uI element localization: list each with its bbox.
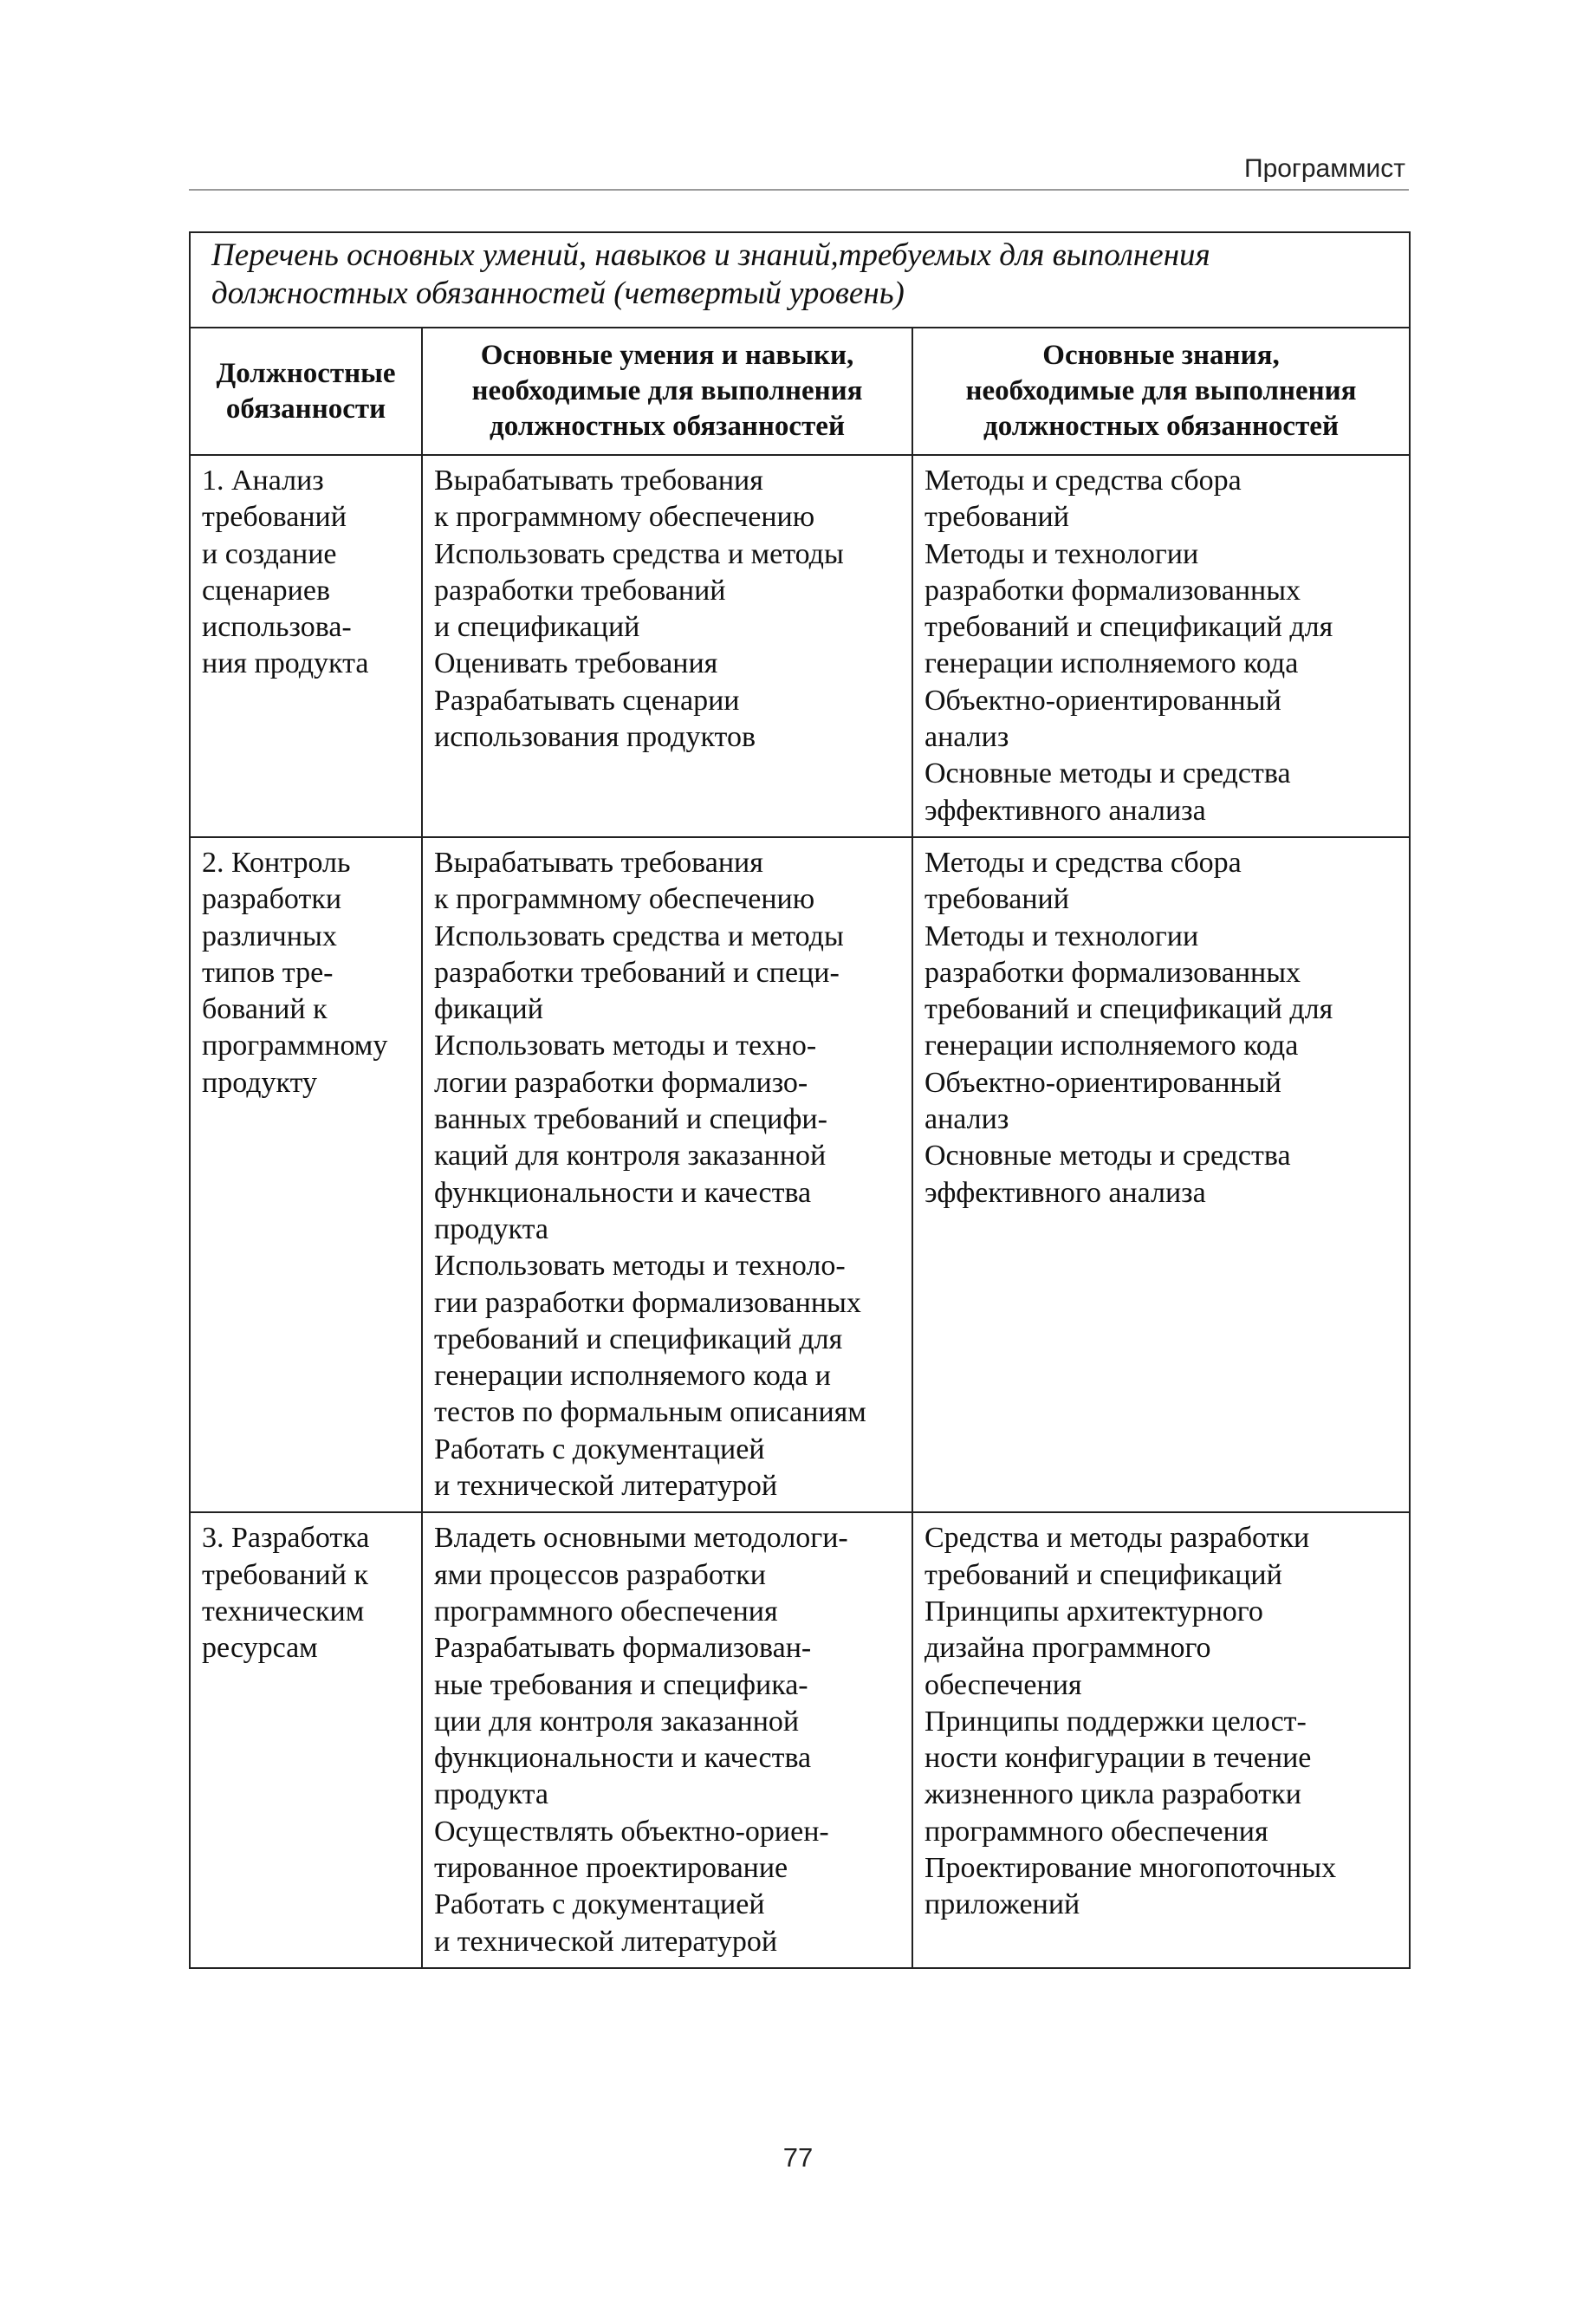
knowledge-line: программного обеспечения: [925, 1815, 1268, 1848]
duty-line: использова-: [202, 611, 352, 644]
duty-cell: [190, 1512, 422, 1968]
skills-line: и спецификаций: [434, 611, 640, 644]
skills-line: разработки требований и специ-: [434, 956, 840, 989]
column-header-line: необходимые для выполнения: [471, 375, 863, 406]
knowledge-line: требований и спецификаций: [925, 1558, 1282, 1591]
skills-line: продукта: [434, 1212, 548, 1245]
knowledge-line: Основные методы и средства: [925, 757, 1291, 790]
knowledge-line: дизайна программного: [925, 1632, 1211, 1665]
skills-line: и технической литературой: [434, 1470, 778, 1503]
knowledge-line: анализ: [925, 721, 1009, 754]
knowledge-line: ности конфигурации в течение: [925, 1742, 1312, 1775]
knowledge-line: требований: [925, 501, 1069, 534]
knowledge-line: Объектно-ориентированный: [925, 684, 1281, 717]
skills-line: Осуществлять объектно-ориен-: [434, 1815, 829, 1848]
skills-line: ные требования и специфика-: [434, 1668, 808, 1701]
duty-line: требований к: [202, 1558, 368, 1591]
knowledge-line: Объектно-ориентированный: [925, 1066, 1281, 1099]
table-row: [190, 455, 1410, 837]
skills-line: продукта: [434, 1778, 548, 1811]
knowledge-cell: [912, 837, 1410, 1512]
skills-line: тестов по формальным описаниям: [434, 1396, 866, 1429]
column-header-line: должностных обязанностей: [490, 411, 845, 442]
duty-line: 3. Разработка: [202, 1522, 370, 1555]
knowledge-cell: [912, 455, 1410, 837]
skills-line: тированное проектирование: [434, 1851, 788, 1884]
skills-cell: [422, 1512, 912, 1968]
skills-line: использования продуктов: [434, 721, 756, 754]
knowledge-line: эффективного анализа: [925, 794, 1206, 827]
column-header-line: необходимые для выполнения: [965, 375, 1357, 406]
knowledge-line: Принципы поддержки целост-: [925, 1705, 1307, 1738]
duty-line: требований: [202, 501, 347, 534]
running-header: [189, 149, 1409, 191]
skills-line: Разрабатывать сценарии: [434, 684, 740, 717]
knowledge-line: генерации исполняемого кода: [925, 647, 1299, 680]
knowledge-line: требований: [925, 883, 1069, 916]
skills-line: логии разработки формализо-: [434, 1066, 808, 1099]
skills-line: Вырабатывать требования: [434, 846, 763, 879]
knowledge-line: требований и спецификаций для: [925, 611, 1333, 644]
column-header-line: должностных обязанностей: [983, 411, 1339, 442]
skills-line: Разрабатывать формализован-: [434, 1632, 812, 1665]
knowledge-line: Методы и технологии: [925, 919, 1199, 952]
knowledge-line: Проектирование многопоточных: [925, 1851, 1337, 1884]
duty-line: ния продукта: [202, 647, 369, 680]
duty-line: техническим: [202, 1595, 365, 1628]
duty-line: ресурсам: [202, 1632, 318, 1665]
skills-line: Оценивать требования: [434, 647, 718, 680]
knowledge-line: Методы и средства сбора: [925, 846, 1242, 879]
skills-line: Вырабатывать требования: [434, 465, 763, 497]
table-row: [190, 837, 1410, 1512]
knowledge-line: Методы и средства сбора: [925, 465, 1242, 497]
skills-line: разработки требований: [434, 574, 726, 607]
skills-line: ванных требований и специфи-: [434, 1103, 827, 1136]
column-header-knowledge: [912, 328, 1410, 455]
knowledge-line: разработки формализованных: [925, 956, 1301, 989]
duty-cell: [190, 837, 422, 1512]
duty-line: сценариев: [202, 574, 331, 607]
skills-cell: [422, 455, 912, 837]
duty-line: программному: [202, 1030, 388, 1062]
skills-line: Работать с документацией: [434, 1433, 765, 1465]
knowledge-line: анализ: [925, 1103, 1009, 1136]
skills-line: Владеть основными методологи-: [434, 1522, 848, 1555]
skills-line: требований и спецификаций для: [434, 1322, 843, 1355]
column-header-skills: [422, 328, 912, 455]
duty-line: разработки: [202, 883, 342, 916]
page-number: 77: [782, 2142, 814, 2173]
skills-line: каций для контроля заказанной: [434, 1140, 827, 1173]
skills-line: Использовать средства и методы: [434, 537, 844, 570]
skills-line: Использовать средства и методы: [434, 919, 844, 952]
skills-line: и технической литературой: [434, 1925, 778, 1958]
knowledge-line: Принципы архитектурного: [925, 1595, 1263, 1628]
skills-line: функциональности и качества: [434, 1742, 812, 1775]
duty-cell: [190, 455, 422, 837]
skills-line: генерации исполняемого кода и: [434, 1360, 831, 1393]
knowledge-line: разработки формализованных: [925, 574, 1301, 607]
skills-line: программного обеспечения: [434, 1595, 778, 1628]
duties-table: [189, 231, 1411, 1969]
skills-line: Работать с документацией: [434, 1888, 765, 1921]
skills-line: функциональности и качества: [434, 1176, 812, 1209]
running-title: Программист: [1244, 154, 1405, 183]
skills-line: Использовать методы и техноло-: [434, 1250, 846, 1283]
column-header-line: Должностные: [216, 357, 396, 389]
skills-line: фикаций: [434, 993, 543, 1026]
column-header-line: Основные умения и навыки,: [480, 340, 854, 371]
knowledge-line: Основные методы и средства: [925, 1140, 1291, 1173]
duty-line: и создание: [202, 537, 337, 570]
duty-line: типов тре-: [202, 956, 334, 989]
skills-line: гии разработки формализованных: [434, 1286, 861, 1319]
duty-line: продукту: [202, 1066, 317, 1099]
knowledge-cell: [912, 1512, 1410, 1968]
skills-line: ции для контроля заказанной: [434, 1705, 800, 1738]
caption-line: Перечень основных умений, навыков и знаний,требуемых для выполнения: [211, 237, 1210, 273]
knowledge-line: жизненного цикла разработки: [925, 1778, 1301, 1811]
header-row: [190, 328, 1410, 455]
column-header-line: Основные знания,: [1042, 340, 1280, 371]
skills-line: Использовать методы и техно-: [434, 1030, 817, 1062]
knowledge-line: генерации исполняемого кода: [925, 1030, 1299, 1062]
table-row: [190, 1512, 1410, 1968]
duty-line: бований к: [202, 993, 328, 1026]
duty-line: 1. Анализ: [202, 465, 324, 497]
knowledge-line: Методы и технологии: [925, 537, 1199, 570]
knowledge-line: приложений: [925, 1888, 1080, 1921]
skills-line: к программному обеспечению: [434, 501, 815, 534]
duty-line: 2. Контроль: [202, 846, 351, 879]
duty-line: различных: [202, 919, 337, 952]
column-header-duties: [190, 328, 422, 455]
skills-cell: [422, 837, 912, 1512]
knowledge-line: обеспечения: [925, 1668, 1082, 1701]
knowledge-line: Средства и методы разработки: [925, 1522, 1310, 1555]
caption-row: [190, 232, 1410, 328]
knowledge-line: эффективного анализа: [925, 1176, 1206, 1209]
caption-line: должностных обязанностей (четвертый уровень): [211, 276, 905, 311]
skills-line: ями процессов разработки: [434, 1558, 766, 1591]
skills-line: к программному обеспечению: [434, 883, 815, 916]
column-header-line: обязанности: [225, 393, 386, 425]
knowledge-line: требований и спецификаций для: [925, 993, 1333, 1026]
table-caption: [190, 232, 1410, 328]
